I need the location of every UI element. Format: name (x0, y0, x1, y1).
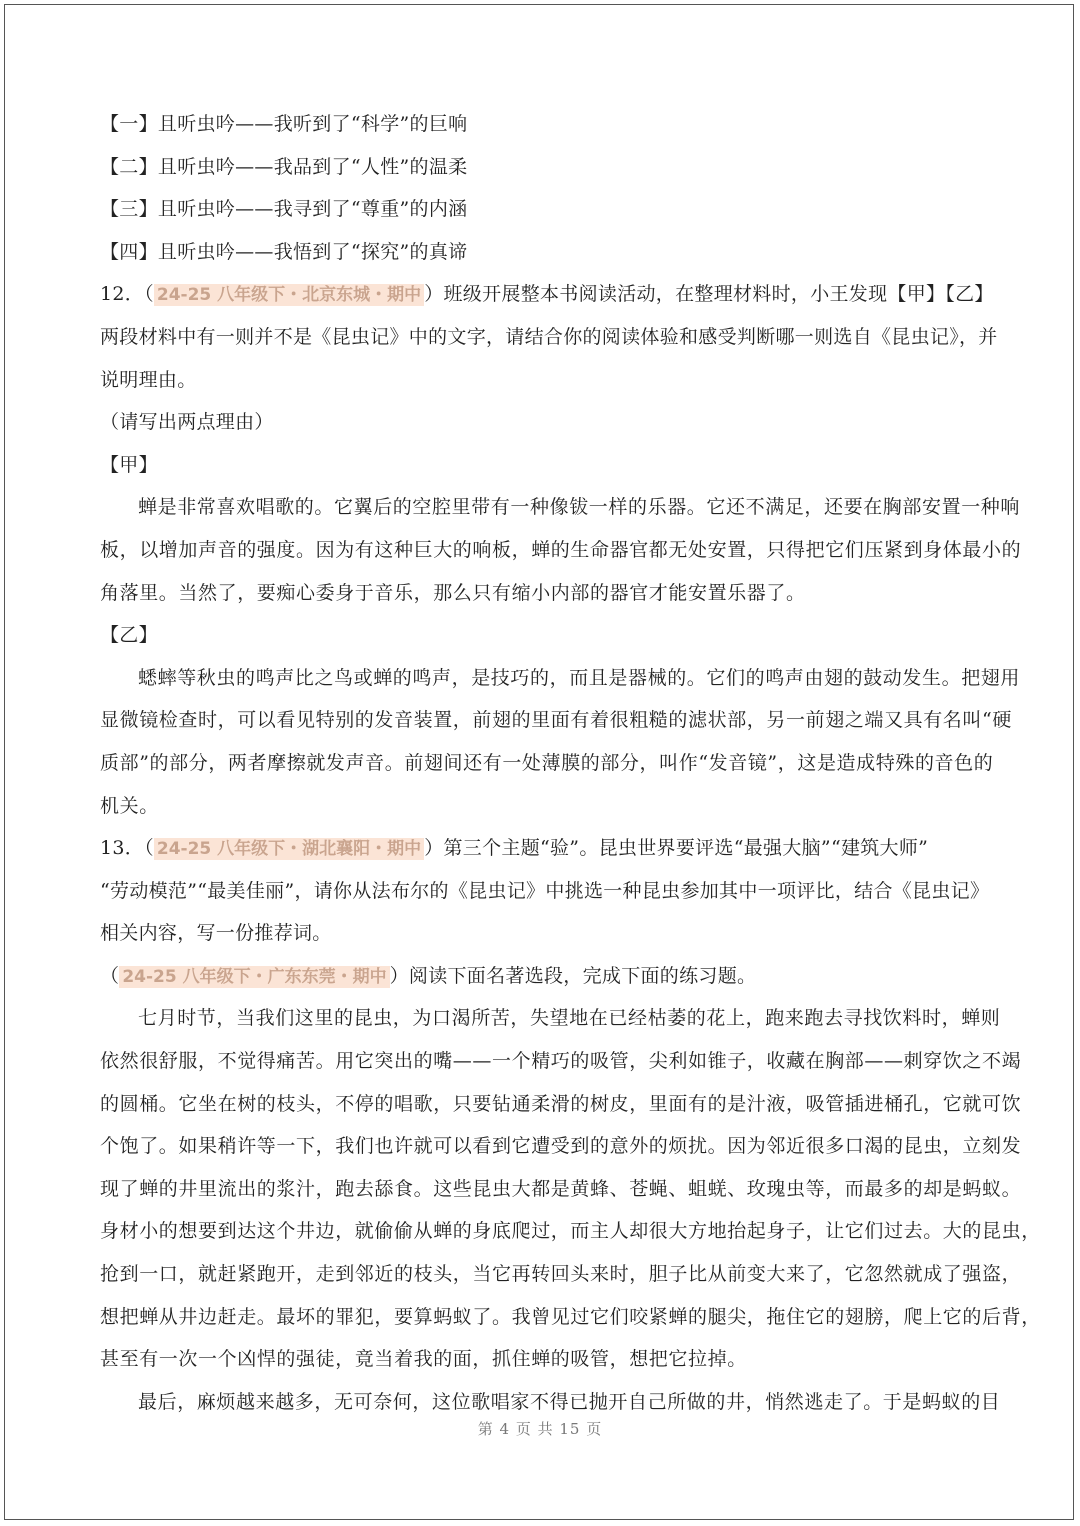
option-3: 【三】且听虫吟——我寻到了“尊重”的内涵 (100, 198, 468, 221)
question-13-line-2: “劳动模范”“最美佳丽”，请你从法布尔的《昆虫记》中挑选一种昆虫参加其中一项评比，结合《昆虫记》 (100, 879, 990, 902)
material-yi-line: 蟋蟀等秋虫的鸣声比之鸟或蝉的鸣声，是技巧的，而且是器械的。它们的鸣声由翅的鼓动发生。把翅用 (138, 666, 1021, 689)
passage-line: 想把蝉从井边赶走。最坏的罪犯，要算蚂蚁了。我曾见过它们咬紧蝉的腿尖，拖住它的翅膀，爬上它的后背， (100, 1305, 1041, 1328)
material-yi-line: 机关。 (100, 794, 159, 817)
option-4: 【四】且听虫吟——我悟到了“探究”的真谛 (100, 240, 468, 263)
option-1: 【一】且听虫吟——我听到了“科学”的巨响 (100, 113, 468, 135)
passage-line: 现了蝉的井里流出的浆汁，跑去舔食。这些昆虫大都是黄蜂、苍蝇、蛆蜣、玫瑰虫等，而最多的却是蚂蚁。 (100, 1177, 1022, 1200)
question-12-line-2: 两段材料中有一则并不是《昆虫记》中的文字，请结合你的阅读体验和感受判断哪一则选自《昆虫记》，并 (100, 325, 998, 348)
passage-line: 甚至有一次一个凶悍的强徒，竟当着我的面，抓住蝉的吸管，想把它拉掉。 (100, 1348, 747, 1371)
passage-intro (100, 955, 1000, 998)
passage-source-tag: 24-25 八年级下・广东东莞・期中 (119, 966, 389, 988)
material-jia-line: 角落里。当然了，要痴心委身于音乐，那么只有缩小内部的器官才能安置乐器了。 (100, 581, 806, 604)
passage-line: 最后，麻烦越来越多，无可奈何，这位歌唱家不得已抛开自己所做的井，悄然逃走了。于是蚂蚁的目 (138, 1390, 1001, 1413)
question-12-text: ）班级开展整本书阅读活动，在整理材料时，小王发现【甲】【乙】 (424, 283, 994, 306)
question-13-line-1 (100, 827, 1000, 870)
passage-line: 身材小的想要到达这个井边，就偷偷从蝉的身底爬过，而主人却很大方地抬起身子，让它们过去。大的昆虫， (100, 1220, 1041, 1243)
passage-intro-text: ）阅读下面名著选段，完成下面的练习题。 (389, 964, 757, 987)
option-2: 【二】且听虫吟——我品到了“人性”的温柔 (100, 155, 468, 178)
passage-line: 抢到一口，就赶紧跑开，走到邻近的枝头，当它再转回头来时，胆子比从前变大来了，它忽然就成了强盗， (100, 1263, 1022, 1286)
question-12-source-tag: 24-25 八年级下・北京东城・期中 (154, 284, 424, 306)
question-13-number: 13．（ (100, 837, 154, 860)
material-yi-line: 质部”的部分，两者摩擦就发声音。前翅间还有一处薄膜的部分，叫作“发音镜”，这是造成特殊的音色的 (100, 751, 994, 774)
question-12-line-3: 说明理由。 (100, 368, 197, 391)
material-yi-line: 显微镜检查时，可以看见特别的发音装置，前翅的里面有着很粗糙的滤状部，另一前翅之端又具有名叫“硬 (100, 709, 1012, 732)
material-yi-label: 【乙】 (100, 624, 158, 647)
page-number-footer: 第 4 页 共 15 页 (477, 1420, 603, 1438)
question-12-number: 12．（ (100, 283, 154, 306)
passage-line: 的圆桶。它坐在树的枝头，不停的唱歌，只要钻通柔滑的树皮，里面有的是汁液，吸管插进桶孔，它就可饮 (100, 1092, 1022, 1115)
passage-line: 七月时节，当我们这里的昆虫，为口渴所苦，失望地在已经枯萎的花上，跑来跑去寻找饮料时，蝉则 (138, 1007, 1001, 1030)
material-jia-label: 【甲】 (100, 453, 158, 476)
material-jia-line: 蝉是非常喜欢唱歌的。它翼后的空腔里带有一种像钹一样的乐器。它还不满足，还要在胸部安置一种响 (138, 496, 1021, 519)
passage-line: 依然很舒服，不觉得痛苦。用它突出的嘴——一个精巧的吸管，尖利如锥子，收藏在胸部——刺穿饮之不竭 (100, 1050, 1022, 1073)
passage-open-paren: （ (100, 964, 120, 987)
question-13-text: ）第三个主题“验”。昆虫世界要评选“最强大脑”“建筑大师” (424, 837, 929, 860)
question-12-line-1 (100, 273, 1000, 316)
material-jia-line: 板，以增加声音的强度。因为有这种巨大的响板，蝉的生命器官都无处安置，只得把它们压紧到身体最小的 (100, 538, 1022, 561)
page-content (100, 103, 1041, 1423)
passage-line: 个饱了。如果稍许等一下，我们也许就可以看到它遭受到的意外的烦扰。因为邻近很多口渴的昆虫，立刻发 (100, 1135, 1022, 1158)
question-13-line-3: 相关内容，写一份推荐词。 (100, 922, 332, 945)
question-12-note: （请写出两点理由） (100, 411, 274, 434)
question-13-source-tag: 24-25 八年级下・湖北襄阳・期中 (154, 838, 424, 860)
